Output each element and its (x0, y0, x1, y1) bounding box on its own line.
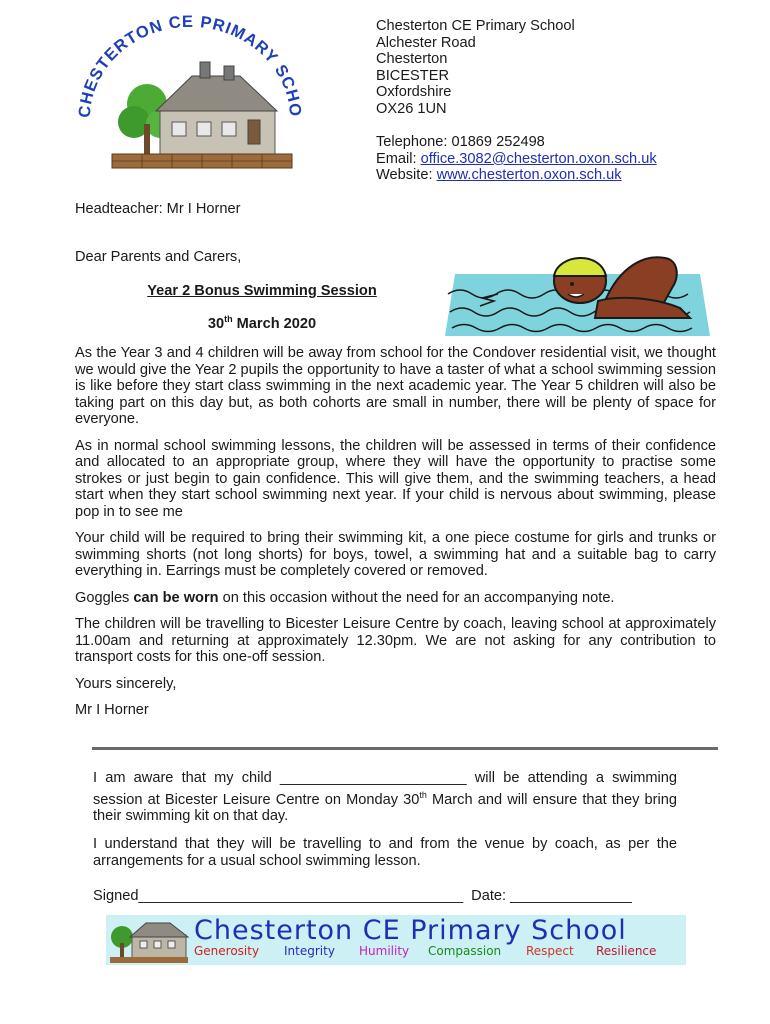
address-line-1: Alchester Road (376, 34, 476, 51)
address-postcode: OX26 1UN (376, 100, 447, 117)
banner-school-image (108, 917, 190, 963)
greeting: Dear Parents and Carers, (75, 249, 242, 265)
address-county: Oxfordshire (376, 84, 452, 101)
letter-body (75, 345, 716, 729)
value-compassion: Compassion (428, 944, 502, 958)
address-spacer (376, 118, 657, 135)
reply-slip (93, 770, 677, 881)
slip-line1-pre: I am aware that my child _______________________ will be attending a swimming session at Bicester Leisure Centre on Monday 30 (93, 770, 677, 808)
slip-line1-post: March and will ensure that they bring their swimming kit on that day. (93, 791, 677, 824)
paragraph-1: As the Year 3 and 4 children will be away from school for the Condover residential visit, we thought we would give the Year 2 pupils the opportunity to have a taster of what a school swimming session is like before they start class swimming in the next academic year. The Year 5 children will also be taking part on this day but, as both cohorts are small in number, there will be plenty of space for everyone. (75, 345, 716, 427)
slip-statement-2: I understand that they will be travelling to and from the venue by coach, as per the arrangements for a usual school swimming lesson. (93, 836, 677, 869)
signature: Mr I Horner (75, 702, 149, 718)
cut-divider (92, 747, 718, 750)
p4-pre: Goggles (75, 589, 134, 606)
letter-date (140, 314, 384, 332)
school-address (376, 18, 657, 184)
paragraph-5: The children will be travelling to Bicester Leisure Centre by coach, leaving school at approximately 11.00am and returning at approximately 12.30pm. We are not asking for any contribution to transport costs for this one-off session. (75, 616, 716, 665)
paragraph-4 (75, 590, 716, 607)
swimmer-illustration (440, 246, 715, 338)
date-rest: March 2020 (232, 315, 317, 332)
headteacher: Headteacher: Mr I Horner (75, 201, 241, 217)
value-generosity: Generosity (194, 944, 260, 958)
address-line-2: Chesterton (376, 51, 448, 68)
website-label: Website: (376, 167, 437, 184)
p4-post: on this occasion without the need for an accompanying note. (218, 589, 615, 606)
closing: Yours sincerely, (75, 675, 177, 692)
date-field[interactable]: Date: _______________ (471, 888, 632, 904)
website-line (376, 167, 657, 184)
date-suffix: th (224, 314, 233, 324)
letter-title: Year 2 Bonus Swimming Session (147, 283, 377, 299)
school-logo (72, 14, 317, 194)
paragraph-3: Your child will be required to bring their swimming kit, a one piece costume for girls and trunks or swimming shorts (not long shorts) for boys, towel, a swimming hat and a suitable bag to carry everything in. Earrings must be completely covered or removed. (75, 530, 716, 579)
value-respect: Respect (526, 944, 574, 958)
value-integrity: Integrity (284, 944, 335, 958)
email-link[interactable]: office.3082@chesterton.oxon.sch.uk (420, 150, 657, 167)
slip-line1-sup: th (419, 789, 427, 800)
value-resilience: Resilience (596, 944, 657, 958)
p4-bold: can be worn (133, 589, 219, 606)
date-day: 30 (207, 315, 225, 332)
footer-banner (106, 915, 686, 965)
website-link[interactable]: www.chesterton.oxon.sch.uk (436, 167, 622, 184)
logo-arc-text: CHESTERTON CE PRIMARY SCHO (75, 14, 305, 119)
signed-field[interactable]: Signed________________________________________ (93, 888, 464, 904)
signature-line (93, 888, 632, 904)
telephone: Telephone: 01869 252498 (376, 134, 545, 151)
email-line (376, 151, 657, 168)
paragraph-2: As in normal school swimming lessons, the children will be assessed in terms of their confidence and allocated to an appropriate group, where they will have the opportunity to practise some strokes or just begin to gain confidence. This will give them, and the swimming teachers, a head start when they start school swimming next year. If your child is nervous about swimming, please pop in to see me (75, 437, 716, 520)
value-humility: Humility (359, 944, 410, 958)
banner-school-name: Chesterton CE Primary School (194, 915, 627, 946)
email-label: Email: (376, 150, 421, 167)
school-name: Chesterton CE Primary School (376, 18, 575, 34)
slip-statement-1 (93, 770, 677, 824)
address-town: BICESTER (376, 67, 449, 84)
